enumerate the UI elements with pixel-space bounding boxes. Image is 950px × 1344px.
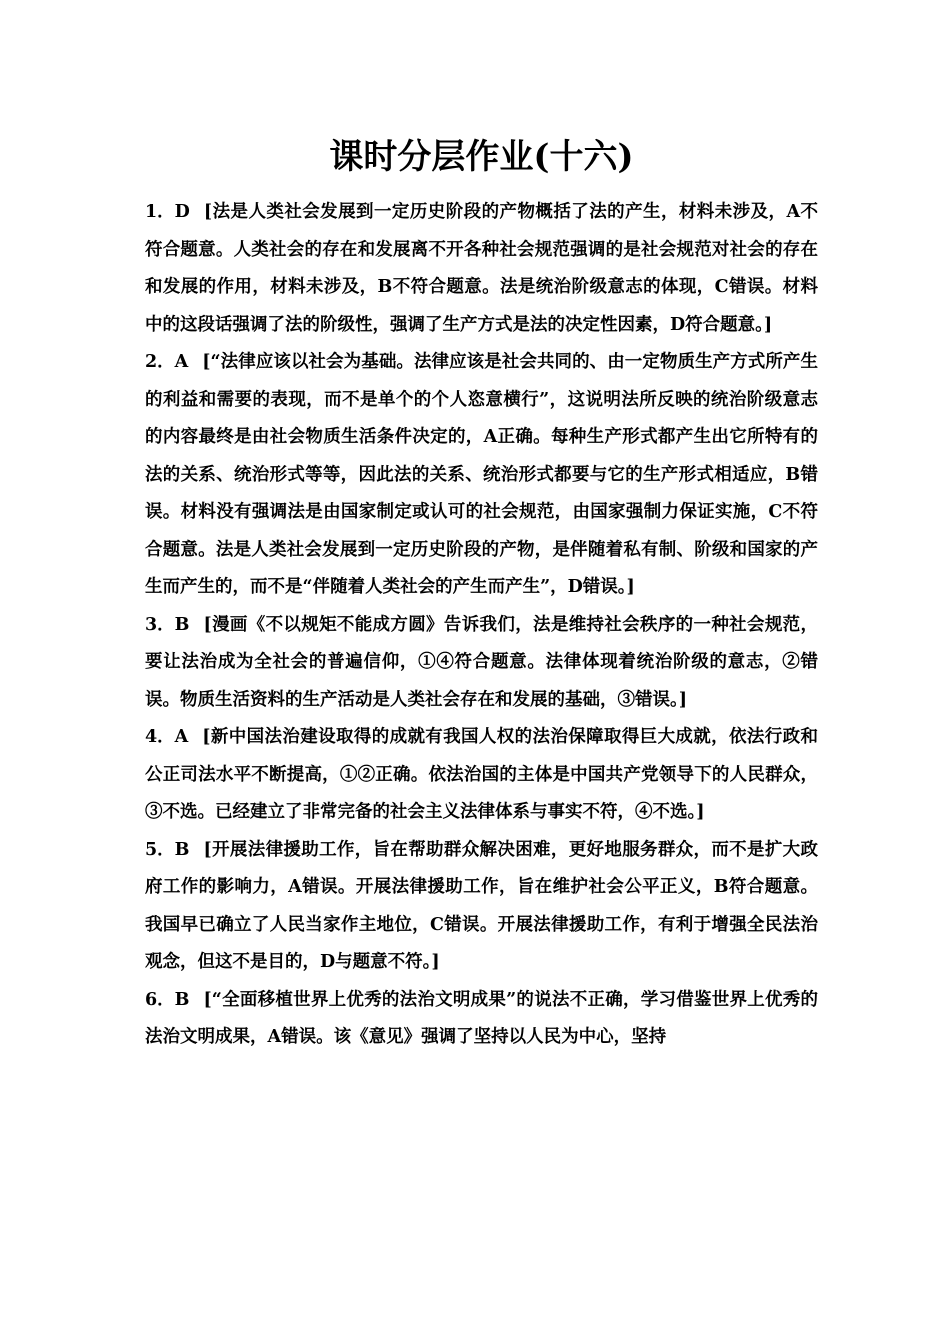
answer-text: [“法律应该以社会为基础。法律应该是社会共同的、由一定物质生产方式所产生的利益和需要的表现，而不是单个的个人恣意横行”，这说明法所反映的统治阶级意志的内容最终是由社会物质生活条件决定的，A正确。每种生产形式都产生出它所特有的法的关系、统治形式等等，因此法的关系、统治形式都要与它的生产形式相适应，B错误。材料没有强调法是由国家制定或认可的社会规范，由国家强制力保证实施，C不符合题意。法是人类社会发展到一定历史阶段的产物，是伴随着私有制、阶级和国家的产生而产生的，而不是“伴随着人类社会的产生而产生”，D错误。] <box>145 352 818 597</box>
answer-text: [漫画《不以规矩不能成方圆》告诉我们，法是维持社会秩序的一种社会规范，要让法治成为全社会的普遍信仰，①④符合题意。法律体现着统治阶级的意志，②错误。物质生活资料的生产活动是人类社会存在和发展的基础，③错误。] <box>145 614 818 710</box>
answer-label: 5．B <box>145 839 190 860</box>
answer-text: [法是人类社会发展到一定历史阶段的产物概括了法的产生，材料未涉及，A不符合题意。人类社会的存在和发展离不开各种社会规范强调的是社会规范对社会的存在和发展的作用，材料未涉及，B不符合题意。法是统治阶级意志的体现，C错误。材料中的这段话强调了法的阶级性，强调了生产方式是法的决定性因素，D符合题意。] <box>145 202 818 335</box>
answer-text: [“全面移植世界上优秀的法治文明成果”的说法不正确，学习借鉴世界上优秀的法治文明成果，A错误。该《意见》强调了坚持以人民为中心，坚持 <box>145 989 818 1047</box>
answer-item <box>145 194 818 344</box>
page-title: 课时分层作业(十六) <box>329 137 634 177</box>
answer-label: 2．A <box>145 352 189 372</box>
answer-label: 6．B <box>145 989 190 1010</box>
answer-text: [新中国法治建设取得的成就有我国人权的法治保障取得巨大成就，依法行政和公正司法水平不断提高，①②正确。依法治国的主体是中国共产党领导下的人民群众，③不选。已经建立了非常完备的社会主义法律体系与事实不符，④不选。] <box>145 727 818 822</box>
answer-item <box>145 982 818 1057</box>
answer-item <box>145 719 818 832</box>
answer-label: 3．B <box>145 614 190 635</box>
answer-label: 4．A <box>145 727 189 747</box>
answer-item <box>145 607 818 720</box>
answer-item <box>145 832 818 982</box>
answer-label: 1．D <box>145 202 190 222</box>
answer-item <box>145 344 818 607</box>
answer-list <box>145 194 818 1057</box>
answer-text: [开展法律援助工作，旨在帮助群众解决困难，更好地服务群众，而不是扩大政府工作的影响力，A错误。开展法律援助工作，旨在维护社会公平正义，B符合题意。我国早已确立了人民当家作主地位，C错误。开展法律援助工作，有利于增强全民法治观念，但这不是目的，D与题意不符。] <box>145 839 818 972</box>
